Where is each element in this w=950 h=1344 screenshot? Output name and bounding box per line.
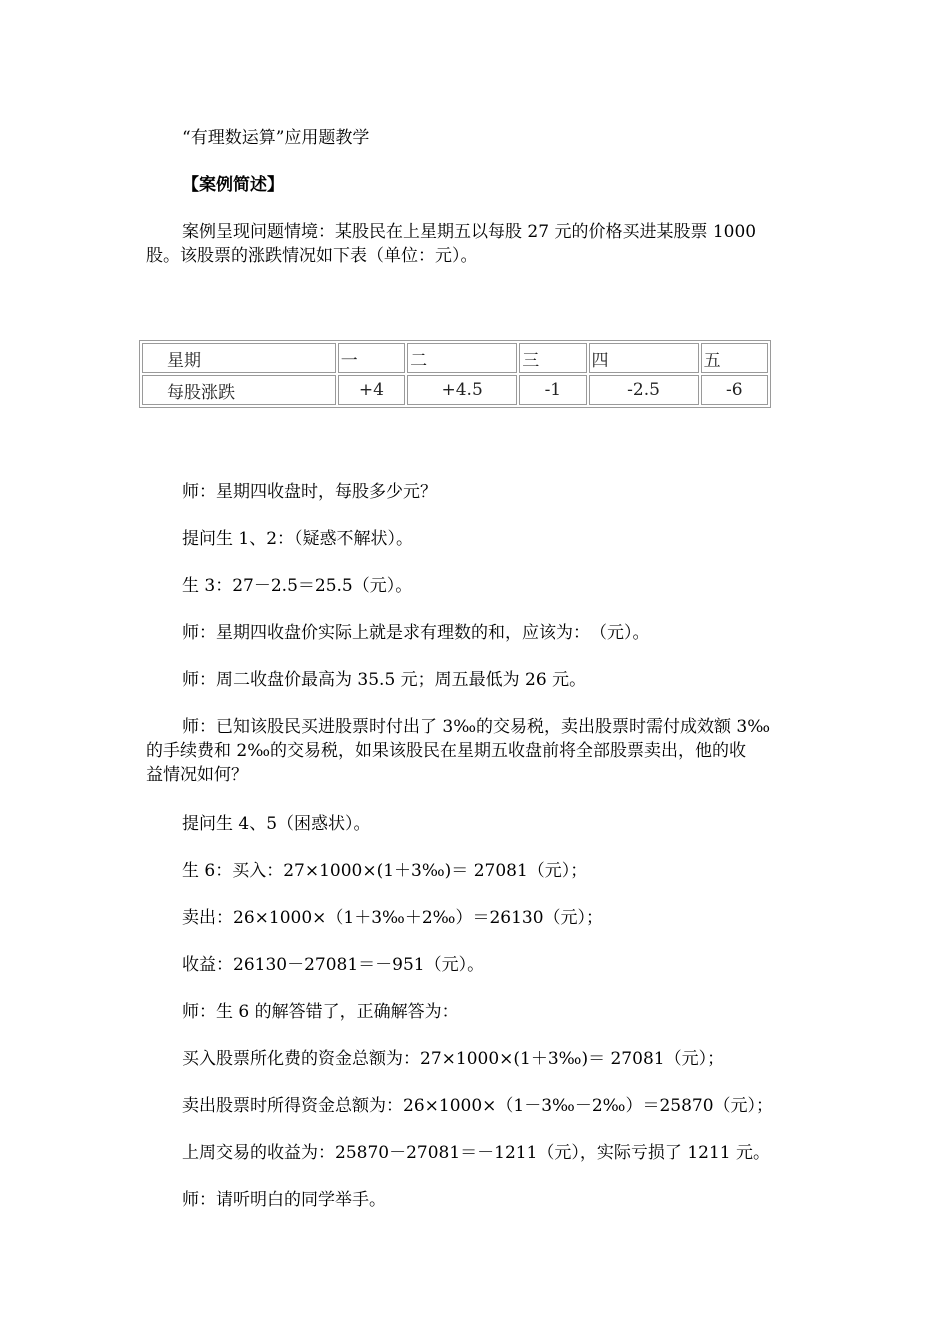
dialogue-line: 卖出股票时所得资金总额为：26×1000×（1－3‰－2‰）＝25870（元）；: [182, 1096, 774, 1116]
table-cell: 每股涨跌: [142, 375, 336, 405]
dialogue-line: 师：生 6 的解答错了，正确解答为：: [182, 1002, 459, 1022]
dialogue-line: 师：周二收盘价最高为 35.5 元；周五最低为 26 元。: [182, 670, 587, 690]
section-heading: 【案例简述】: [182, 175, 284, 195]
document-title: “有理数运算”应用题教学: [182, 128, 370, 148]
intro-line-2: 股。该股票的涨跌情况如下表（单位：元）。: [146, 246, 478, 266]
table-cell: -2.5: [589, 375, 699, 405]
table-cell: 四: [589, 343, 699, 373]
table-row: [142, 343, 768, 373]
table-cell: -1: [519, 375, 586, 405]
dialogue-line: 师：已知该股民买进股票时付出了 3‰的交易税，卖出股票时需付成效额 3‰: [182, 717, 771, 737]
intro-paragraph: [146, 220, 816, 268]
table-cell: -6: [701, 375, 768, 405]
dialogue-line: 师：星期四收盘时，每股多少元？: [182, 482, 437, 502]
table-cell: +4.5: [407, 375, 517, 405]
table-cell: 二: [407, 343, 517, 373]
table-cell: 一: [338, 343, 405, 373]
table-cell: 三: [519, 343, 586, 373]
dialogue-line: 买入股票所化费的资金总额为：27×1000×(1＋3‰)＝ 27081（元）；: [182, 1049, 725, 1069]
dialogue-line: 师：星期四收盘价实际上就是求有理数的和，应该为： （元）。: [182, 623, 650, 643]
dialogue-line: 生 3：27－2.5＝25.5（元）。: [182, 576, 413, 596]
dialogue-line: 益情况如何？: [146, 765, 248, 785]
table-cell: 五: [701, 343, 768, 373]
dialogue-line: 上周交易的收益为：25870－27081＝－1211（元），实际亏损了 1211 元。: [182, 1143, 770, 1163]
dialogue-line: 卖出：26×1000×（1＋3‰＋2‰）＝26130（元）；: [182, 908, 604, 928]
table-row: [142, 375, 768, 405]
stock-change-table: [139, 340, 771, 408]
dialogue-line: 提问生 1、2：（疑惑不解状）。: [182, 529, 414, 549]
table-cell: +4: [338, 375, 405, 405]
dialogue-line: 师：请听明白的同学举手。: [182, 1190, 386, 1210]
intro-line-1: 案例呈现问题情境：某股民在上星期五以每股 27 元的价格买进某股票 1000: [182, 222, 757, 242]
dialogue-line: 收益：26130－27081＝－951（元）。: [182, 955, 485, 975]
dialogue-line: 提问生 4、5（困惑状）。: [182, 814, 371, 834]
dialogue-paragraph: [146, 715, 816, 787]
dialogue-line: 的手续费和 2‰的交易税，如果该股民在星期五收盘前将全部股票卖出，他的收: [146, 741, 747, 761]
dialogue-line: 生 6：买入：27×1000×(1＋3‰)＝ 27081（元）；: [182, 861, 588, 881]
table-cell: 星期: [142, 343, 336, 373]
